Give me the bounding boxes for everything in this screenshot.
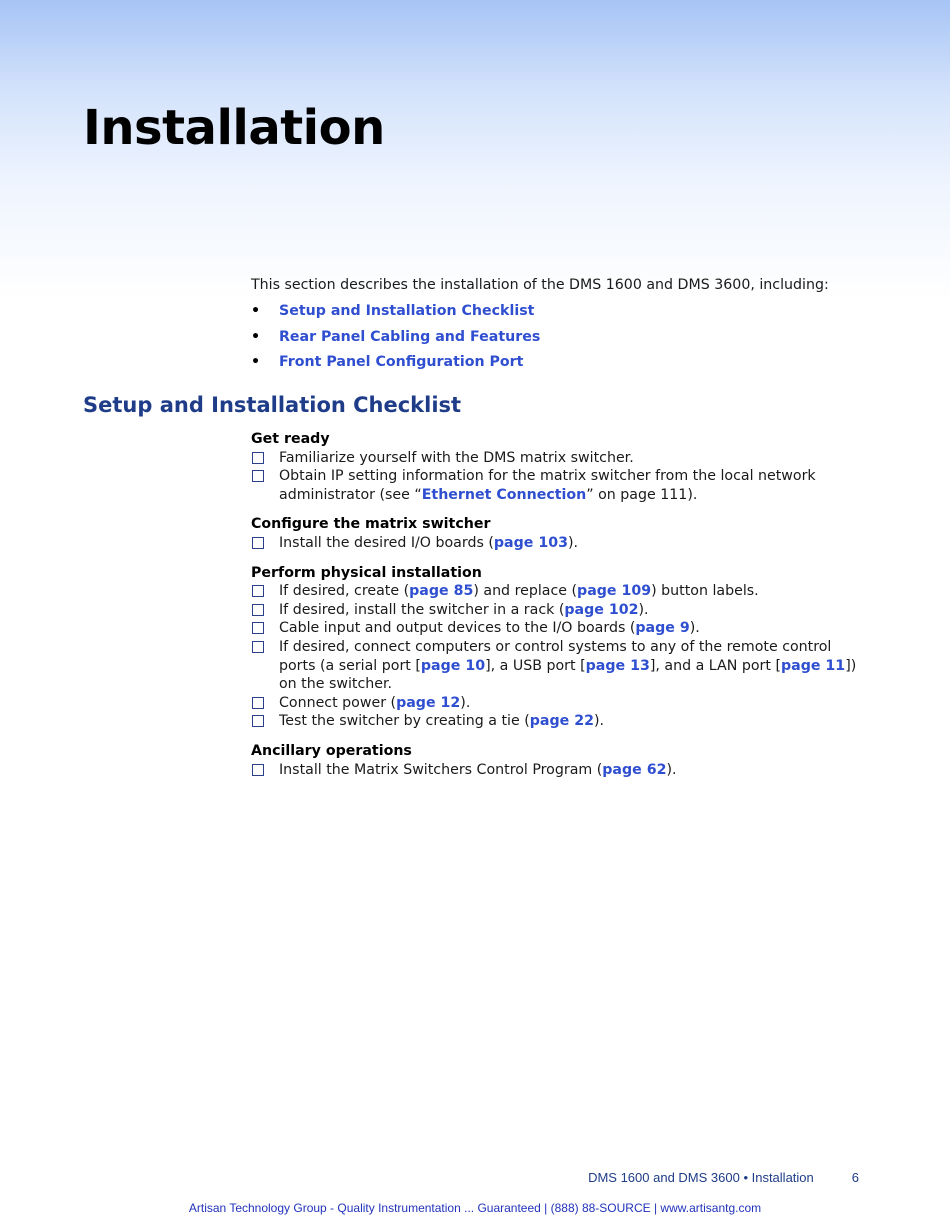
- checkbox-icon[interactable]: [252, 537, 264, 549]
- item-text: ).: [593, 713, 605, 730]
- bullet-item: [251, 328, 871, 354]
- link-rear-panel[interactable]: Rear Panel Cabling and Features: [279, 328, 541, 345]
- checklist-item: [251, 712, 871, 731]
- item-text: ).: [460, 694, 471, 711]
- item-text: Familiarize yourself with the DMS matrix switcher.: [279, 449, 634, 466]
- checklist-item: [251, 449, 871, 468]
- checklist-item: [251, 534, 871, 553]
- link-page-85[interactable]: page 85: [409, 583, 474, 600]
- item-text: ).: [666, 761, 677, 778]
- item-text: ).: [567, 534, 578, 551]
- link-page-13[interactable]: page 13: [585, 657, 650, 674]
- group-title: Get ready: [251, 431, 330, 447]
- link-page-102[interactable]: page 102: [564, 601, 639, 618]
- checklist: [251, 430, 871, 790]
- item-text: If desired, connect computers or control systems to any of the remote control ports (a serial port [: [279, 638, 832, 674]
- item-text: Install the Matrix Switchers Control Program (: [279, 761, 603, 778]
- page-title: Installation: [83, 100, 385, 156]
- link-page-12[interactable]: page 12: [396, 694, 461, 711]
- item-text: ) button labels.: [651, 583, 759, 600]
- link-page-109[interactable]: page 109: [577, 583, 652, 600]
- link-setup-checklist[interactable]: Setup and Installation Checklist: [279, 303, 535, 319]
- footer-doc-label: [588, 1170, 859, 1185]
- checklist-item: [251, 582, 871, 601]
- link-page-9[interactable]: page 9: [635, 620, 690, 637]
- group-configure: [251, 515, 871, 552]
- group-title: Ancillary operations: [251, 742, 412, 759]
- link-page-103[interactable]: page 103: [493, 534, 568, 551]
- link-ethernet-connection[interactable]: Ethernet Connection: [421, 486, 587, 503]
- item-text: Install the desired I/O boards (: [279, 534, 494, 551]
- item-text: ).: [689, 620, 700, 637]
- item-text: Test the switcher by creating a tie (: [279, 713, 530, 730]
- intro-bullet-list: [251, 302, 871, 379]
- checkbox-icon[interactable]: [252, 764, 264, 776]
- checklist-item: [251, 761, 871, 780]
- group-physical: [251, 564, 871, 731]
- checkbox-icon[interactable]: [252, 622, 264, 634]
- checkbox-icon[interactable]: [252, 452, 264, 464]
- item-text: ) and replace (: [473, 583, 578, 600]
- item-text: ).: [638, 601, 649, 618]
- checkbox-icon[interactable]: [252, 585, 264, 597]
- group-title: Perform physical installation: [251, 564, 482, 581]
- footer-title: DMS 1600 and DMS 3600 • Installation: [588, 1170, 814, 1185]
- link-front-panel[interactable]: Front Panel Configuration Port: [279, 354, 524, 370]
- checklist-item: [251, 619, 871, 638]
- bullet-icon: •: [251, 354, 261, 370]
- group-ancillary: [251, 742, 871, 779]
- item-text: ], a USB port [: [485, 657, 586, 674]
- checkbox-icon[interactable]: [252, 641, 264, 653]
- page-number: 6: [851, 1170, 859, 1185]
- item-text: ]) on the switcher.: [279, 657, 857, 693]
- link-page-10[interactable]: page 10: [420, 657, 486, 674]
- bullet-item: [251, 353, 871, 379]
- item-text: ” on page 111).: [586, 486, 698, 503]
- checklist-item: [251, 694, 871, 713]
- section-title: Setup and Installation Checklist: [83, 393, 462, 417]
- bullet-item: [251, 302, 871, 328]
- item-text: If desired, install the switcher in a rack (: [279, 601, 565, 618]
- link-page-11[interactable]: page 11: [780, 657, 846, 674]
- item-text: Connect power (: [279, 694, 397, 711]
- bullet-icon: •: [251, 303, 261, 319]
- item-text: Cable input and output devices to the I/O boards (: [279, 620, 636, 637]
- intro-text: This section describes the installation of the DMS 1600 and DMS 3600, including:: [251, 277, 829, 293]
- footer-artisan-banner[interactable]: Artisan Technology Group - Quality Instrumentation ... Guaranteed | (888) 88-SOURCE | www.artisantg.com: [188, 1201, 762, 1215]
- checklist-item: [251, 638, 871, 694]
- checklist-item: [251, 467, 871, 504]
- group-get-ready: [251, 430, 871, 504]
- bullet-icon: •: [251, 328, 261, 345]
- checkbox-icon[interactable]: [252, 715, 264, 727]
- checklist-item: [251, 601, 871, 620]
- item-text: Obtain IP setting information for the matrix switcher from the local network administrator (see “: [279, 468, 816, 503]
- link-page-62[interactable]: page 62: [602, 761, 667, 778]
- checkbox-icon[interactable]: [252, 604, 264, 616]
- intro-block: [251, 276, 871, 379]
- item-text: ], and a LAN port [: [649, 657, 781, 674]
- checkbox-icon[interactable]: [252, 697, 264, 709]
- checkbox-icon[interactable]: [252, 470, 264, 482]
- link-page-22[interactable]: page 22: [529, 713, 594, 730]
- item-text: If desired, create (: [279, 583, 410, 600]
- group-title: Configure the matrix switcher: [251, 516, 491, 533]
